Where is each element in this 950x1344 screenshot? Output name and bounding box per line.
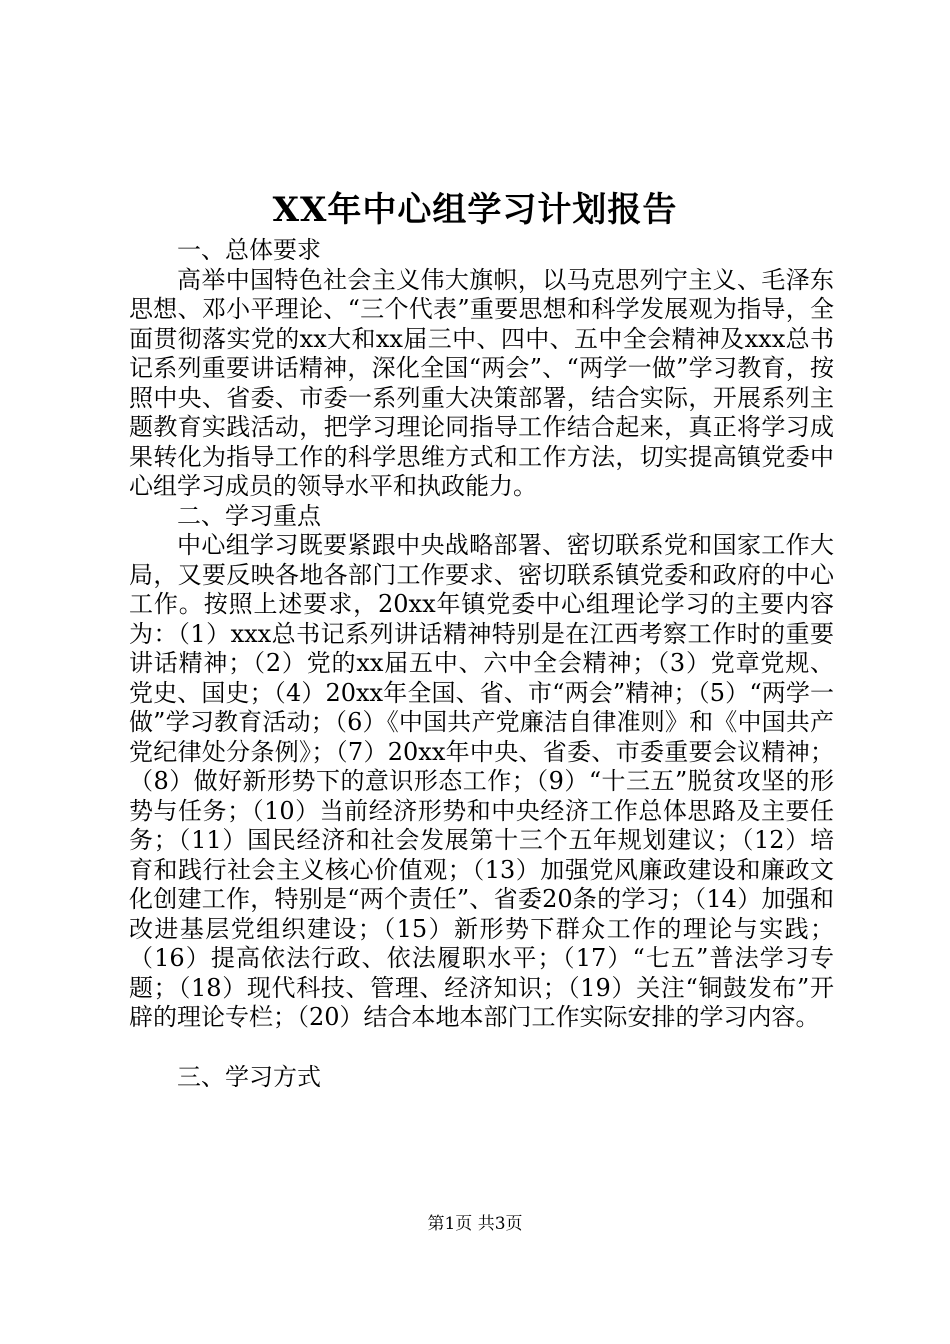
- document-title: XX年中心组学习计划报告: [272, 190, 678, 230]
- section-spacer: [129, 1033, 834, 1063]
- section-heading-general-requirements: 一、总体要求: [177, 236, 321, 264]
- document-body: [129, 236, 834, 1092]
- section-paragraph-general-requirements: 高举中国特色社会主义伟大旗帜，以马克思列宁主义、毛泽东思想、邓小平理论、“三个代表”重要思想和科学发展观为指导，全面贯彻落实党的xx大和xx届三中、四中、五中全会精神及xxx总书记系列重要讲话精神，深化全国“两会”、“两学一做”学习教育，按照中央、省委、市委一系列重大决策部署，结合实际，开展系列主题教育实践活动，把学习理论同指导工作结合起来，真正将学习成果转化为指导工作的科学思维方式和工作方法，切实提高镇党委中心组学习成员的领导水平和执政能力。: [129, 265, 834, 500]
- section-heading-study-method: 三、学习方式: [177, 1062, 321, 1091]
- section-paragraph-study-focus: 中心组学习既要紧跟中央战略部署、密切联系党和国家工作大局，又要反映各地各部门工作要求、密切联系镇党委和政府的中心工作。按照上述要求，20xx年镇党委中心组理论学习的主要内容为：（1）xxx总书记系列讲话精神特别是在江西考察工作时的重要讲话精神；（2）党的xx届五中、六中全会精神；（3）党章党规、党史、国史；（4）20xx年全国、省、市“两会”精神；（5）“两学一做”学习教育活动；（6）《中国共产党廉洁自律准则》和《中国共产党纪律处分条例》；（7）20xx年中央、省委、市委重要会议精神；（8）做好新形势下的意识形态工作；（9）“十三五”脱贫攻坚的形势与任务；（10）当前经济形势和中央经济工作总体思路及主要任务；（11）国民经济和社会发展第十三个五年规划建议；（12）培育和践行社会主义核心价值观；（13）加强党风廉政建设和廉政文化创建工作，特别是“两个责任”、省委20条的学习；（14）加强和改进基层党组织建设；（15）新形势下群众工作的理论与实践；（16）提高依法行政、依法履职水平；（17）“七五”普法学习专题；（18）现代科技、管理、经济知识；（19）关注“铜鼓发布”开辟的理论专栏；（20）结合本地本部门工作实际安排的学习内容。: [129, 531, 834, 1031]
- section-heading-study-focus: 二、学习重点: [177, 501, 321, 530]
- page-footer: 第1页 共3页: [427, 1214, 523, 1234]
